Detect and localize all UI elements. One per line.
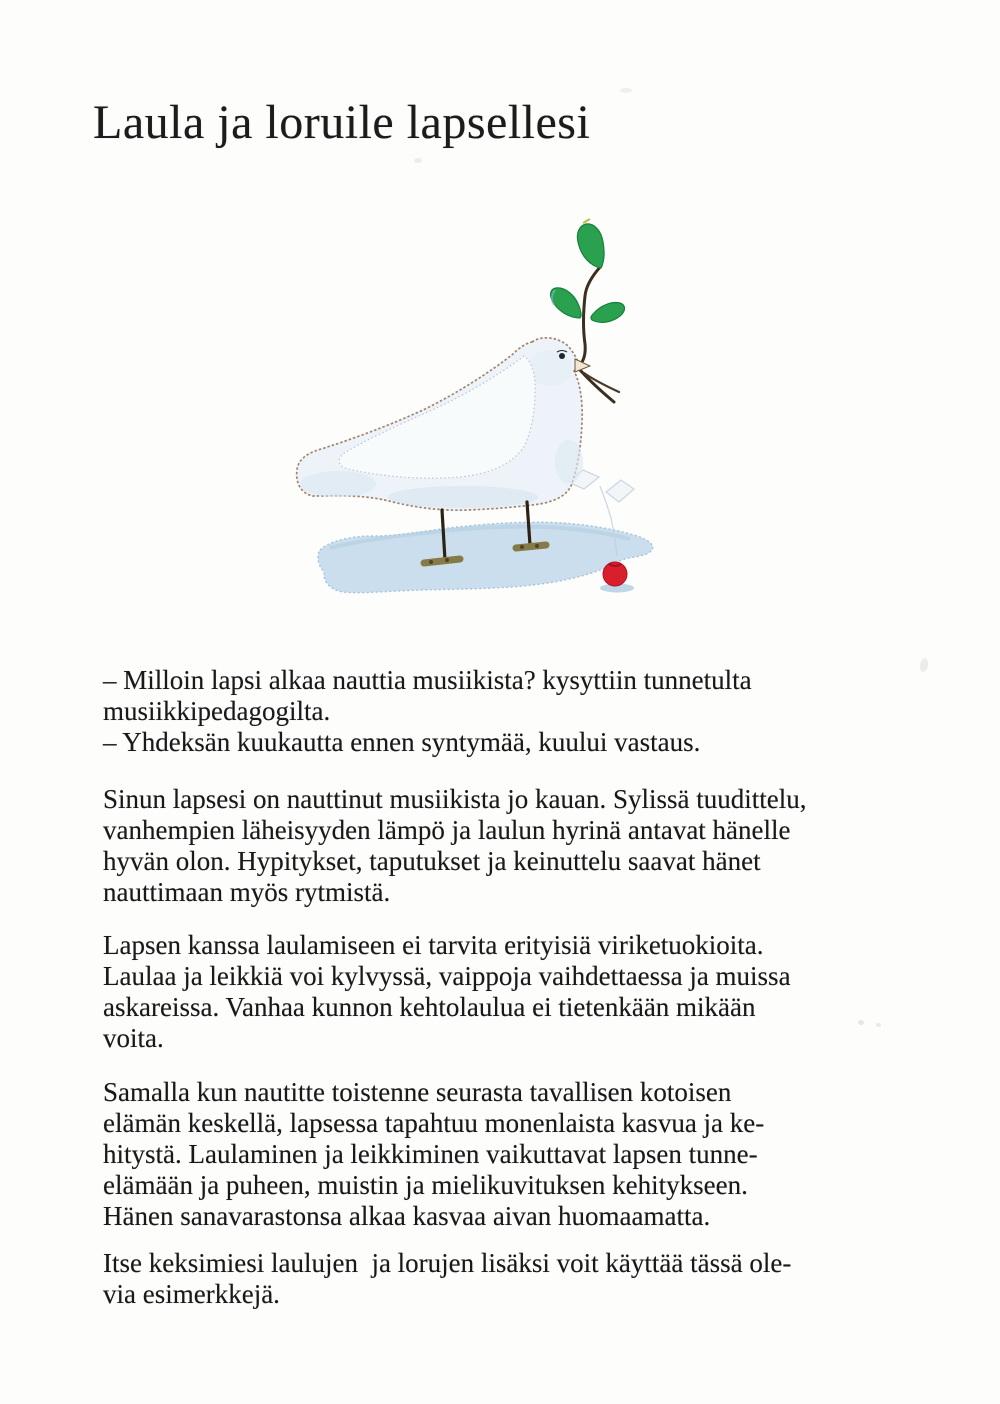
leaf-top — [577, 224, 604, 268]
text-line: Sinun lapsesi on nauttinut musiikista jo kauan. Sylissä tuudittelu, — [103, 784, 807, 814]
dove-belly-shading — [388, 486, 538, 508]
front-foot-toe — [520, 545, 524, 549]
ground-shadow — [318, 522, 653, 592]
back-foot-toe — [429, 560, 433, 564]
dove-wing — [339, 356, 535, 478]
text-line: via esimerkkejä. — [103, 1279, 280, 1309]
text-line: voita. — [103, 1023, 164, 1053]
branch-stem-fork — [584, 373, 619, 392]
scan-artifact — [414, 158, 422, 163]
scan-artifact — [876, 1023, 881, 1027]
text-line: hyvän olon. Hypitykset, taputukset ja keinuttelu saavat hänet — [103, 846, 761, 876]
scan-artifact — [919, 657, 929, 672]
page-title: Laula ja loruile lapsellesi — [93, 96, 591, 149]
dialogue-block — [103, 665, 752, 758]
text-line: Laulaa ja leikkiä voi kylvyssä, vaippoja vaihdettaessa ja muissa — [103, 961, 791, 991]
paragraph — [103, 784, 806, 908]
text-line: hitystä. Laulaminen ja leikkiminen vaikuttavat lapsen tunne- — [103, 1139, 758, 1169]
berry — [600, 562, 634, 593]
text-line: nauttimaan myös rytmistä. — [103, 877, 391, 907]
paragraph — [103, 1077, 764, 1232]
text-line: Samalla kun nautitte toistenne seurasta tavallisen kotoisen — [103, 1077, 732, 1107]
dove-breast-shading — [555, 440, 583, 484]
back-foot-toe — [445, 558, 449, 562]
dove — [297, 338, 583, 510]
paragraph — [103, 1248, 791, 1310]
leaf-left — [551, 288, 581, 318]
front-foot-toe — [535, 544, 539, 548]
dove-illustration-svg — [278, 196, 682, 626]
paragraph — [103, 930, 791, 1054]
dove-tail-shading — [300, 471, 376, 497]
text-line: Hänen sanavarastonsa alkaa kasvaa aivan huomaamatta. — [103, 1201, 711, 1231]
scan-artifact — [620, 88, 632, 93]
text-line: Itse keksimiesi laulujen ja lorujen lisäksi voit käyttää tässä ole- — [103, 1248, 792, 1278]
text-line: elämään ja puheen, muistin ja mielikuvituksen kehitykseen. — [103, 1170, 748, 1200]
dove-illustration — [278, 196, 682, 626]
text-line: elämän keskellä, lapsessa tapahtuu monenlaista kasvua ja ke- — [103, 1108, 765, 1138]
text-line: – Milloin lapsi alkaa nauttia musiikista? kysyttiin tunnetulta — [103, 665, 752, 695]
scan-artifact — [858, 1020, 864, 1025]
dove-eye — [559, 353, 565, 359]
leaf-right — [591, 303, 625, 323]
leaf-top-tip-mark — [583, 219, 590, 223]
text-line: vanhempien läheisyyden lämpö ja laulun hyrinä antavat hänelle — [103, 815, 791, 845]
text-line: Lapsen kanssa laulamiseen ei tarvita erityisiä viriketuokioita. — [103, 930, 764, 960]
text-line: askareissa. Vanhaa kunnon kehtolaulua ei tietenkään mikään — [103, 992, 756, 1022]
text-line: musiikkipedagogilta. — [103, 696, 331, 726]
sketch-leaf-2 — [606, 480, 634, 502]
text-line: – Yhdeksän kuukautta ennen syntymää, kuului vastaus. — [103, 727, 701, 757]
